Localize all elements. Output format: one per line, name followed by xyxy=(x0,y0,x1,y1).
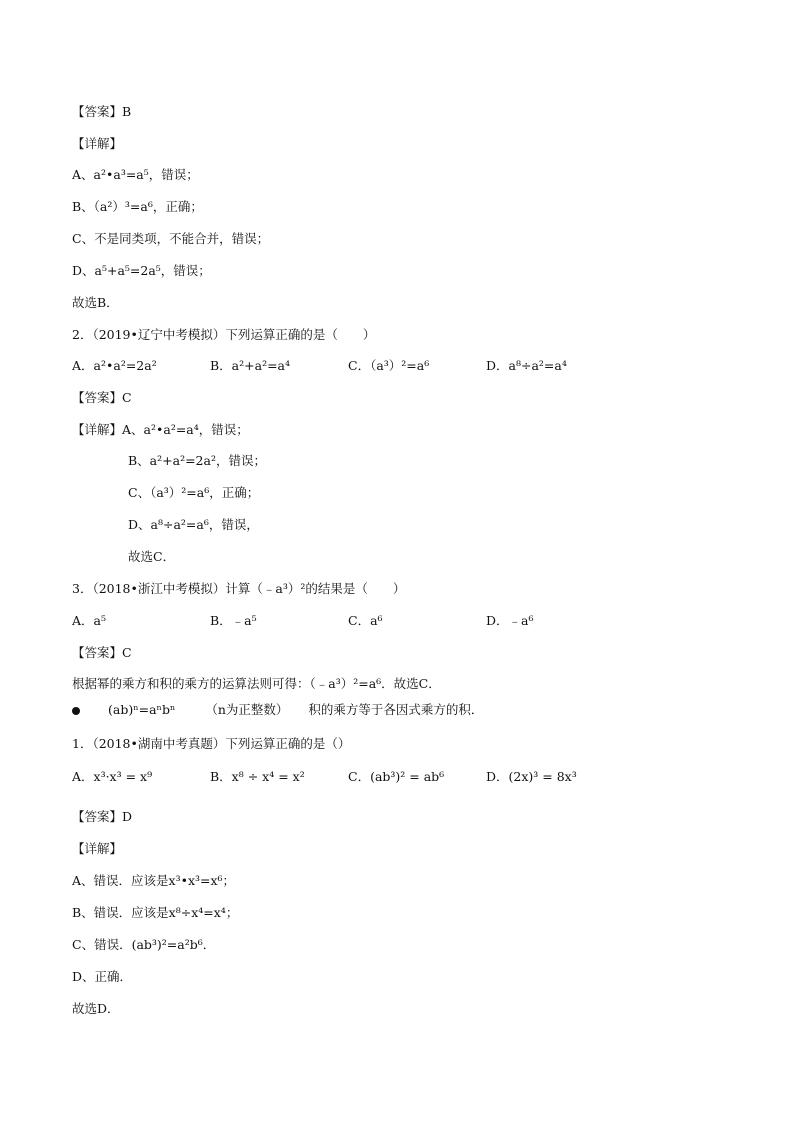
explanation-line: C、错误．(ab³)²=a²b⁶． xyxy=(72,937,216,952)
answer-label: 【答案】C xyxy=(72,645,132,660)
conclusion-line: 故选D． xyxy=(72,1001,120,1016)
option-c: C．a⁶ xyxy=(348,613,383,628)
option-d: D．a⁸÷a²=a⁴ xyxy=(486,358,567,373)
conclusion-line: 故选B． xyxy=(72,295,119,310)
option-d: D．(2x)³ = 8x³ xyxy=(486,769,577,784)
explanation-line: D、正确． xyxy=(72,969,133,984)
explanation-line: 【详解】A、a²•a²=a⁴，错误； xyxy=(72,422,249,437)
explanation-line: D、a⁵+a⁵=2a⁵，错误； xyxy=(72,263,211,278)
question-3: 3．（2018•浙江中考模拟）计算（﹣a³）²的结果是（ ） xyxy=(72,581,406,596)
option-a: A．a⁵ xyxy=(72,613,106,628)
option-d: D．﹣a⁶ xyxy=(486,613,534,628)
power-rule-condition: （n为正整数） xyxy=(205,702,289,717)
explanation-label: 【详解】 xyxy=(72,841,123,856)
option-c: C．(ab³)² = ab⁶ xyxy=(348,769,445,784)
option-b: B．a²+a²=a⁴ xyxy=(210,358,291,373)
explanation-line: D、a⁸÷a²=a⁶，错误， xyxy=(128,517,259,532)
question-1: 1．（2018•湖南中考真题）下列运算正确的是（） xyxy=(72,736,351,751)
option-b: B．﹣a⁵ xyxy=(210,613,257,628)
explanation-line: B、（a²）³=a⁶，正确； xyxy=(72,199,203,214)
answer-label: 【答案】B xyxy=(72,104,132,119)
power-rule-formula: (ab)ⁿ=aⁿbⁿ xyxy=(108,702,176,717)
explanation-line: B、错误．应该是x⁸÷x⁴=x⁴； xyxy=(72,905,239,920)
answer-label: 【答案】D xyxy=(72,809,133,824)
conclusion-line: 故选C． xyxy=(128,549,176,564)
question-2: 2．（2019•辽宁中考模拟）下列运算正确的是（ ） xyxy=(72,327,376,342)
explanation-line: 根据幂的乘方和积的乘方的运算法则可得：（﹣a³）²=a⁶．故选C． xyxy=(72,676,441,691)
option-a: A．a²•a²=2a² xyxy=(72,358,157,373)
answer-label: 【答案】C xyxy=(72,390,132,405)
explanation-label: 【详解】 xyxy=(72,136,123,151)
explanation-line: C、（a³）²=a⁶，正确； xyxy=(128,485,260,500)
explanation-line: A、a²•a³=a⁵，错误； xyxy=(72,167,199,182)
explanation-line: A、错误．应该是x³•x³=x⁶； xyxy=(72,873,236,888)
power-rule-text: 积的乘方等于各因式乘方的积． xyxy=(308,702,484,717)
rule-bullet-line xyxy=(72,701,483,719)
explanation-line: B、a²+a²=2a²，错误； xyxy=(128,453,266,468)
option-a: A．x³·x³ = x⁹ xyxy=(72,769,153,784)
explanation-line: C、不是同类项，不能合并，错误； xyxy=(72,231,270,246)
option-c: C．（a³）²=a⁶ xyxy=(348,358,430,373)
option-b: B．x⁸ ÷ x⁴ = x² xyxy=(210,769,305,784)
bullet-icon xyxy=(72,701,108,719)
